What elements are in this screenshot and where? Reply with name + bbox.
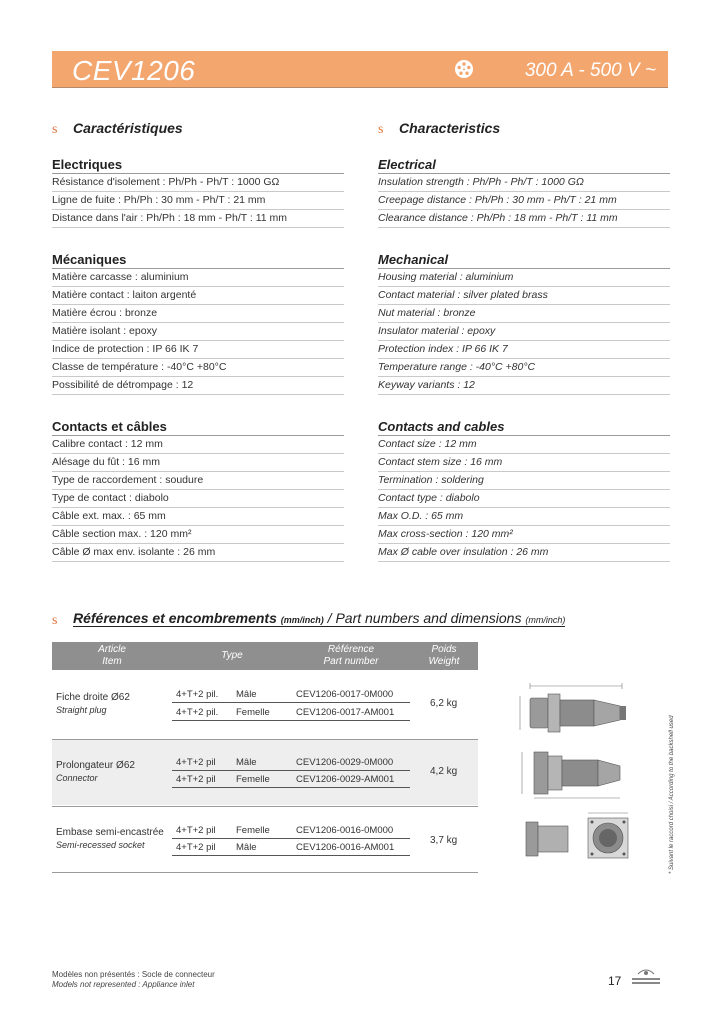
spec-row: Calibre contact : 12 mm [52,436,344,454]
product-row-straight-plug [52,674,478,739]
part-line: 4+T+2 pil Mâle CEV1206-0016-AM001 [172,839,410,856]
col-header-article: Article Item [98,644,126,667]
footer-notes [52,970,215,990]
col-header-type: Type [221,650,243,661]
characteristics-fr [52,120,344,562]
section-bullet: s [378,122,384,137]
spec-row: Temperature range : -40°C +80°C [378,359,670,377]
product-header [52,51,668,88]
spec-row: Max O.D. : 65 mm [378,508,670,526]
section-bullet: s [52,122,58,137]
spec-row: Contact material : silver plated brass [378,287,670,305]
page-number: 17 [608,974,622,988]
spec-row: Câble ext. max. : 65 mm [52,508,344,526]
spec-row: Matière contact : laiton argenté [52,287,344,305]
part-line: 4+T+2 pil Femelle CEV1206-0016-0M000 [172,822,410,839]
straight-plug-drawing [512,678,640,738]
spec-row: Possibilité de détrompage : 12 [52,377,344,395]
col-header-reference: Référence Part number [323,644,379,667]
spec-row: Classe de température : -40°C +80°C [52,359,344,377]
product-weight: 6,2 kg [430,698,458,709]
spec-row: Housing material : aluminium [378,269,670,287]
group-title-contacts: Contacts et câbles [52,418,344,436]
spec-row: Câble Ø max env. isolante : 26 mm [52,544,344,562]
spec-row: Creepage distance : Ph/Ph : 30 mm - Ph/T : 21 mm [378,192,670,210]
col-header-weight: Poids Weight [428,644,460,667]
references-title: Références et encombrements (mm/inch) / Part numbers and dimensions (mm/inch) [73,610,566,626]
characteristics-en [378,120,670,562]
group-title-mechanical: Mécaniques [52,251,344,269]
part-line: 4+T+2 pil Mâle CEV1206-0029-0M000 [172,754,410,771]
spec-row: Matière carcasse : aluminium [52,269,344,287]
spec-row: Résistance d'isolement : Ph/Ph - Ph/T : 1000 GΩ [52,174,344,192]
group-title-mechanical: Mechanical [378,251,670,269]
spec-row: Insulator material : epoxy [378,323,670,341]
socket-drawing [512,808,640,870]
spec-row: Distance dans l'air : Ph/Ph : 18 mm - Ph/T : 11 mm [52,210,344,228]
souriau-logo [628,964,664,990]
product-title: CEV1206 [72,55,196,86]
group-title-electrical: Electrical [378,156,670,174]
section-heading-en [378,120,670,140]
spec-row: Keyway variants : 12 [378,377,670,395]
five-pin-plug-icon [454,59,474,79]
product-name: Fiche droite Ø62 [56,692,130,703]
spec-row: Ligne de fuite : Ph/Ph : 30 mm - Ph/T : 21 mm [52,192,344,210]
part-line: 4+T+2 pil. Mâle CEV1206-0017-0M000 [172,686,410,703]
footer-note-fr: Modèles non présentés : Socle de connecteur [52,970,215,979]
spec-row: Alésage du fût : 16 mm [52,454,344,472]
spec-row: Insulation strength : Ph/Ph - Ph/T : 1000 GΩ [378,174,670,192]
spec-row: Protection index : IP 66 IK 7 [378,341,670,359]
references-table-header [52,642,478,670]
product-row-socket [52,807,478,872]
section-heading-fr [52,120,344,140]
section-bullet: s [52,613,58,628]
spec-row: Indice de protection : IP 66 IK 7 [52,341,344,359]
spec-row: Contact size : 12 mm [378,436,670,454]
part-line: 4+T+2 pil. Femelle CEV1206-0017-AM001 [172,704,410,721]
group-title-contacts: Contacts and cables [378,418,670,436]
spec-row: Matière écrou : bronze [52,305,344,323]
spec-row: Termination : soldering [378,472,670,490]
spec-row: Max cross-section : 120 mm² [378,526,670,544]
section-title: Characteristics [399,120,501,136]
product-name-en: Semi-recessed socket [56,840,145,850]
product-name-en: Connector [56,773,98,783]
spec-row: Clearance distance : Ph/Ph : 18 mm - Ph/T : 11 mm [378,210,670,228]
backshell-note: * Suivant le raccord choisi / According to the backshell used [669,715,675,874]
spec-row: Matière isolant : epoxy [52,323,344,341]
footer-note-en: Models not represented : Appliance inlet [52,980,195,989]
voltage-rating: 300 A - 500 V ~ [524,60,656,81]
connector-drawing [512,744,640,802]
spec-row: Contact type : diabolo [378,490,670,508]
spec-row: Type de contact : diabolo [52,490,344,508]
product-row-connector [52,740,478,805]
spec-row: Câble section max. : 120 mm² [52,526,344,544]
spec-row: Type de raccordement : soudure [52,472,344,490]
spec-row: Max Ø cable over insulation : 26 mm [378,544,670,562]
product-name: Embase semi-encastrée [56,827,164,838]
product-weight: 3,7 kg [430,835,458,846]
references-heading [52,610,672,630]
part-line: 4+T+2 pil Femelle CEV1206-0029-AM001 [172,771,410,788]
product-name-en: Straight plug [56,705,107,715]
spec-row: Nut material : bronze [378,305,670,323]
group-title-electrical: Electriques [52,156,344,174]
spec-row: Contact stem size : 16 mm [378,454,670,472]
product-weight: 4,2 kg [430,766,458,777]
product-name: Prolongateur Ø62 [56,760,135,771]
section-title: Caractéristiques [73,120,183,136]
